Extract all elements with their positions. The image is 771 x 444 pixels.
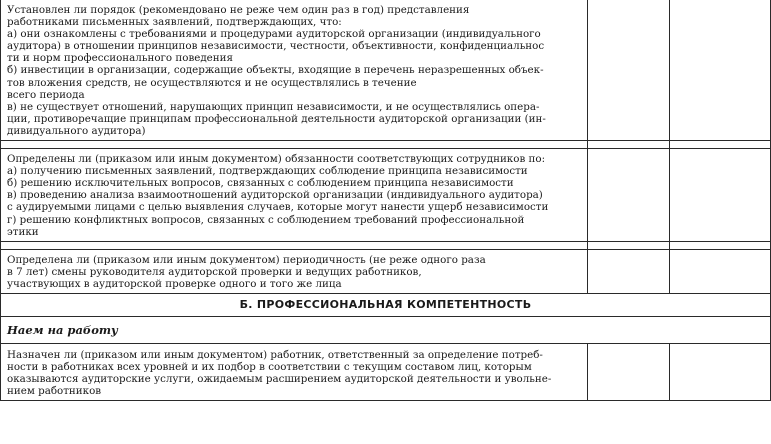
question-text bbox=[1, 344, 587, 400]
question-cell bbox=[1, 0, 588, 141]
text-line: нием работников bbox=[7, 385, 102, 398]
text-line: ти и норм профессионального поведения bbox=[7, 52, 233, 65]
checklist-row-rotation bbox=[1, 249, 771, 293]
spacer-cell bbox=[670, 241, 771, 249]
question-text bbox=[1, 149, 587, 241]
text-line: ности в работниках всех уровней и их подбор в соответствии с текущим составом лиц, которым bbox=[7, 361, 532, 374]
text-line: тов вложения средств, не осуществляются и не осуществлялись в течение bbox=[7, 76, 417, 89]
text-line: б) решению исключительных вопросов, связанных с соблюдением принципа независимости bbox=[7, 177, 514, 190]
text-line: участвующих в аудиторской проверке одного и того же лица bbox=[7, 277, 342, 290]
text-line: этики bbox=[7, 225, 39, 238]
answer-cell[interactable] bbox=[588, 343, 670, 400]
question-text bbox=[1, 250, 587, 293]
comment-cell[interactable] bbox=[670, 0, 771, 141]
question-cell bbox=[1, 249, 588, 293]
question-cell bbox=[1, 343, 588, 400]
answer-cell[interactable] bbox=[588, 0, 670, 141]
spacer-cell bbox=[588, 241, 670, 249]
text-line: Определена ли (приказом или иным документом) периодичность (не реже одного раза bbox=[7, 253, 486, 266]
subsection-title: Наем на работу bbox=[1, 316, 771, 343]
question-text bbox=[1, 0, 587, 140]
text-line: Установлен ли порядок (рекомендовано не реже чем один раз в год) представления bbox=[7, 4, 470, 16]
text-line: работниками письменных заявлений, подтверждающих, что: bbox=[7, 16, 342, 29]
comment-cell[interactable] bbox=[670, 343, 771, 400]
text-line: дивидуального аудитора) bbox=[7, 124, 146, 137]
text-line: аудитора) в отношении принципов независимости, честности, объективности, конфиденциальнос bbox=[7, 40, 545, 53]
checklist-row-written-statements bbox=[1, 0, 771, 141]
text-line: Назначен ли (приказом или иным документом) работник, ответственный за определение потреб- bbox=[7, 348, 543, 361]
section-title: Б. ПРОФЕССИОНАЛЬНАЯ КОМПЕТЕНТНОСТЬ bbox=[1, 293, 771, 316]
text-line: с аудируемыми лицами с целью выявления случаев, которые могут нанести ущерб независимости bbox=[7, 201, 549, 214]
text-line: в) не существует отношений, нарушающих принцип независимости, и не осуществлялись опера- bbox=[7, 100, 540, 113]
text-line: оказываются аудиторские услуги, ожидаемым расширением аудиторской деятельности и увольне- bbox=[7, 373, 552, 386]
text-line: а) они ознакомлены с требованиями и процедурами аудиторской организации (индивидуального bbox=[7, 28, 541, 41]
text-line: в 7 лет) смены руководителя аудиторской проверки и ведущих работников, bbox=[7, 265, 422, 278]
spacer-cell bbox=[1, 241, 588, 249]
spacer-cell bbox=[588, 141, 670, 149]
answer-cell[interactable] bbox=[588, 249, 670, 293]
answer-cell[interactable] bbox=[588, 149, 670, 242]
question-cell bbox=[1, 149, 588, 242]
comment-cell[interactable] bbox=[670, 249, 771, 293]
row-spacer bbox=[1, 141, 771, 149]
text-line: Определены ли (приказом или иным документом) обязанности соответствующих сотрудников по: bbox=[7, 153, 546, 166]
row-spacer bbox=[1, 241, 771, 249]
text-line: ции, противоречащие принципам профессиональной деятельности аудиторской организации (ин- bbox=[7, 112, 546, 125]
subsection-header-row bbox=[1, 316, 771, 343]
comment-cell[interactable] bbox=[670, 149, 771, 242]
text-line: б) инвестиции в организации, содержащие объекты, входящие в перечень неразрешенных объек- bbox=[7, 64, 544, 77]
checklist-row-staffing bbox=[1, 343, 771, 400]
text-line: всего периода bbox=[7, 88, 85, 101]
spacer-cell bbox=[1, 141, 588, 149]
checklist-row-duties bbox=[1, 149, 771, 242]
spacer-cell bbox=[670, 141, 771, 149]
text-line: г) решению конфликтных вопросов, связанных с соблюдением требований профессиональной bbox=[7, 213, 525, 226]
section-header-row bbox=[1, 293, 771, 316]
text-line: в) проведению анализа взаимоотношений аудиторской организации (индивидуального аудитора) bbox=[7, 189, 543, 202]
text-line: а) получению письменных заявлений, подтверждающих соблюдение принципа независимости bbox=[7, 165, 528, 178]
